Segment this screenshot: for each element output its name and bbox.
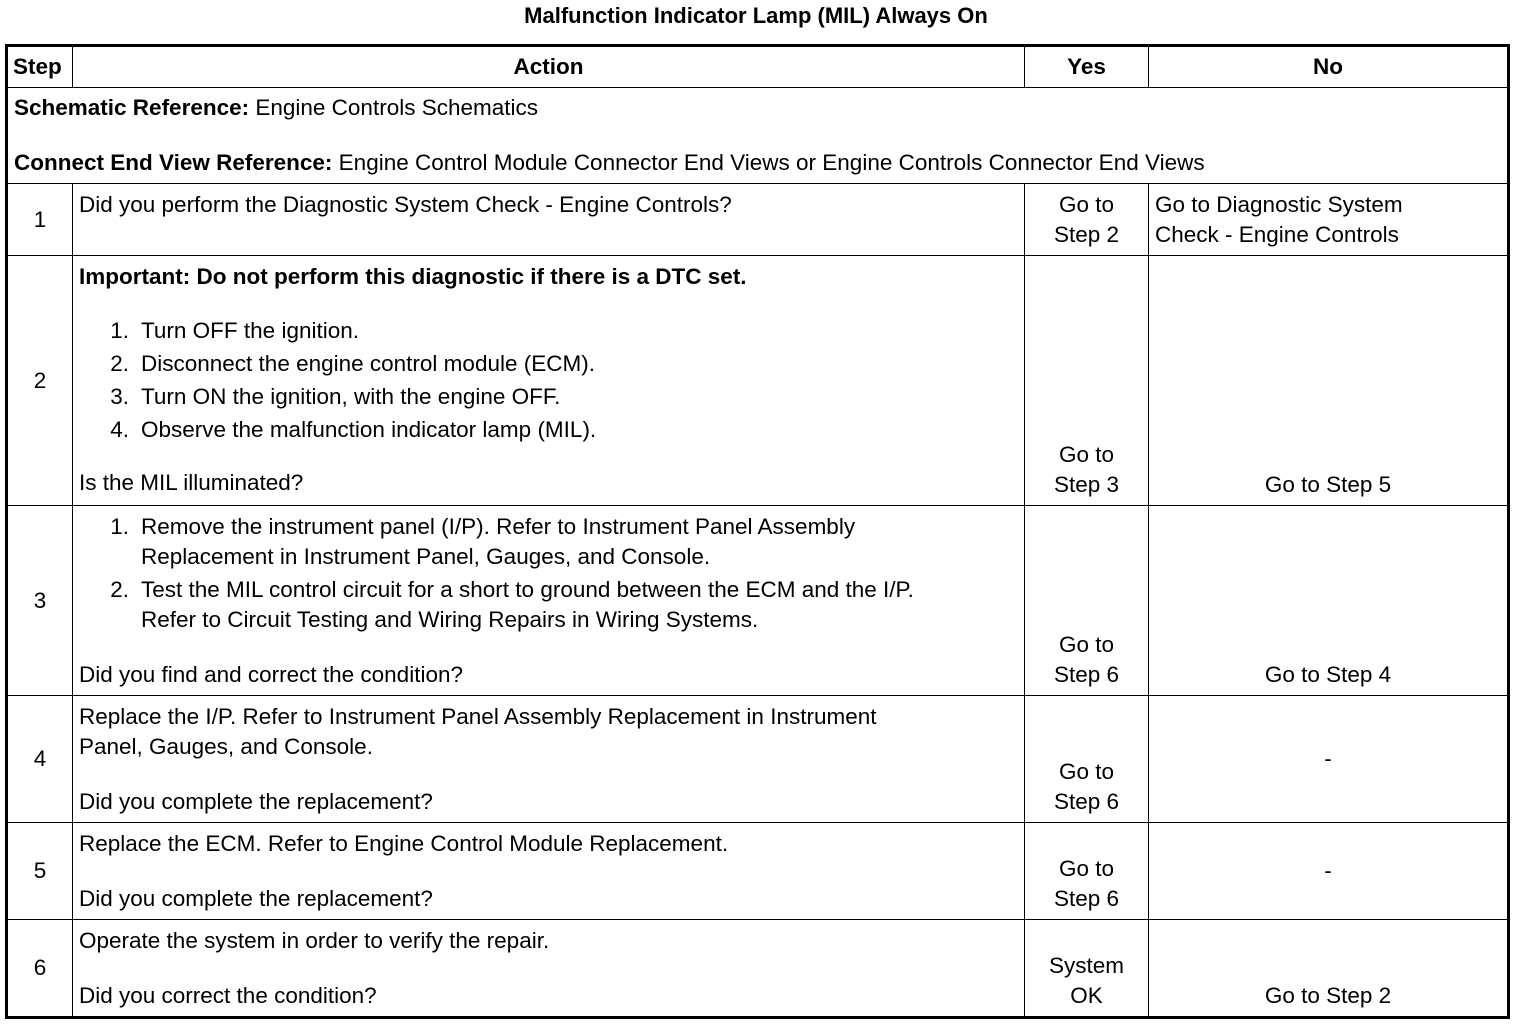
- action-cell: [73, 506, 1025, 696]
- header-yes: Yes: [1025, 46, 1149, 88]
- header-no: No: [1149, 46, 1509, 88]
- list-item: 1. Remove the instrument panel (I/P). Refer to Instrument Panel Assembly Replacement in Instrument Panel, Gauges, and Console.: [110, 514, 856, 569]
- no-line: -: [1324, 858, 1332, 883]
- yes-line: Step 6: [1053, 886, 1120, 911]
- action-text: Replace the ECM. Refer to Engine Control Module Replacement.: [79, 831, 729, 856]
- page-title: Malfunction Indicator Lamp (MIL) Always On: [524, 3, 988, 28]
- reference-row: [7, 88, 1509, 184]
- procedure-list: [79, 512, 1018, 635]
- list-item: 2. Disconnect the engine control module (ECM).: [110, 351, 595, 376]
- yes-line: Go to: [1058, 856, 1115, 881]
- important-text: : Do not perform this diagnostic if there is a DTC set.: [182, 264, 747, 289]
- yes-line: Step 2: [1053, 222, 1120, 247]
- table-row: [7, 920, 1509, 1018]
- action-text: Replace the I/P. Refer to Instrument Panel Assembly Replacement in Instrument Panel, Gauges, and Console.: [79, 704, 877, 759]
- action-cell: [73, 823, 1025, 920]
- no-line: -: [1324, 746, 1332, 771]
- question-text: Is the MIL illuminated?: [79, 470, 304, 495]
- action-text: Did you perform the Diagnostic System Check - Engine Controls?: [79, 192, 732, 217]
- header-step: Step: [7, 46, 73, 88]
- connector-reference-value: Engine Control Module Connector End Views or Engine Controls Connector End Views: [332, 150, 1205, 175]
- no-line: Go to Step 5: [1264, 472, 1392, 497]
- connector-reference-label: Connect End View Reference:: [14, 150, 333, 175]
- yes-cell: [1025, 506, 1149, 696]
- yes-line: Go to: [1058, 192, 1115, 217]
- header-action: Action: [73, 46, 1025, 88]
- yes-line: Go to: [1058, 759, 1115, 784]
- yes-line: OK: [1070, 983, 1103, 1008]
- no-cell: [1149, 256, 1509, 506]
- connector-reference: [14, 149, 1501, 177]
- procedure-list: [79, 314, 1018, 446]
- schematic-reference-label: Schematic Reference:: [14, 95, 250, 120]
- list-item: 1. Turn OFF the ignition.: [110, 318, 360, 343]
- important-label: Important: [79, 264, 183, 289]
- action-cell: [73, 696, 1025, 823]
- no-cell: [1149, 184, 1509, 256]
- no-cell: [1149, 920, 1509, 1018]
- action-text: Operate the system in order to verify the repair.: [79, 928, 550, 953]
- schematic-reference-value: Engine Controls Schematics: [249, 95, 538, 120]
- yes-cell: [1025, 256, 1149, 506]
- table-row: [7, 184, 1509, 256]
- yes-line: Step 6: [1053, 789, 1120, 814]
- no-cell: [1149, 506, 1509, 696]
- yes-cell: [1025, 696, 1149, 823]
- list-item: 2. Test the MIL control circuit for a short to ground between the ECM and the I/P. Refer to Circuit Testing and Wiring Repairs in Wiring Systems.: [110, 577, 914, 632]
- yes-line: Go to: [1058, 442, 1115, 467]
- question-text: Did you complete the replacement?: [79, 886, 433, 911]
- schematic-reference: [14, 94, 1501, 122]
- no-line: Go to Step 4: [1264, 662, 1392, 687]
- step-number: 1: [7, 184, 73, 256]
- yes-cell: [1025, 184, 1149, 256]
- reference-cell: [7, 88, 1509, 184]
- question-text: Did you correct the condition?: [79, 983, 377, 1008]
- question-text: Did you complete the replacement?: [79, 789, 433, 814]
- yes-line: Go to: [1058, 632, 1115, 657]
- yes-line: Step 3: [1053, 472, 1120, 497]
- step-number: 6: [7, 920, 73, 1018]
- list-item: 3. Turn ON the ignition, with the engine OFF.: [110, 384, 561, 409]
- step-number: 5: [7, 823, 73, 920]
- no-line: Go to Diagnostic System: [1155, 192, 1403, 217]
- table-row: [7, 696, 1509, 823]
- no-line: Go to Step 2: [1264, 983, 1392, 1008]
- important-note: [79, 262, 1018, 292]
- question-text: Did you find and correct the condition?: [79, 662, 463, 687]
- table-row: [7, 506, 1509, 696]
- action-cell: [73, 256, 1025, 506]
- step-number: 3: [7, 506, 73, 696]
- header-row: [7, 46, 1509, 88]
- step-number: 2: [7, 256, 73, 506]
- yes-cell: [1025, 823, 1149, 920]
- action-cell: [73, 184, 1025, 256]
- yes-cell: [1025, 920, 1149, 1018]
- no-cell: [1149, 696, 1509, 823]
- action-cell: [73, 920, 1025, 1018]
- list-item: 4. Observe the malfunction indicator lamp (MIL).: [110, 417, 597, 442]
- table-row: [7, 256, 1509, 506]
- step-number: 4: [7, 696, 73, 823]
- no-line: Check - Engine Controls: [1155, 222, 1399, 247]
- no-cell: [1149, 823, 1509, 920]
- yes-line: Step 6: [1053, 662, 1120, 687]
- diagnostic-table: [5, 44, 1510, 1019]
- table-row: [7, 823, 1509, 920]
- yes-line: System: [1048, 953, 1124, 978]
